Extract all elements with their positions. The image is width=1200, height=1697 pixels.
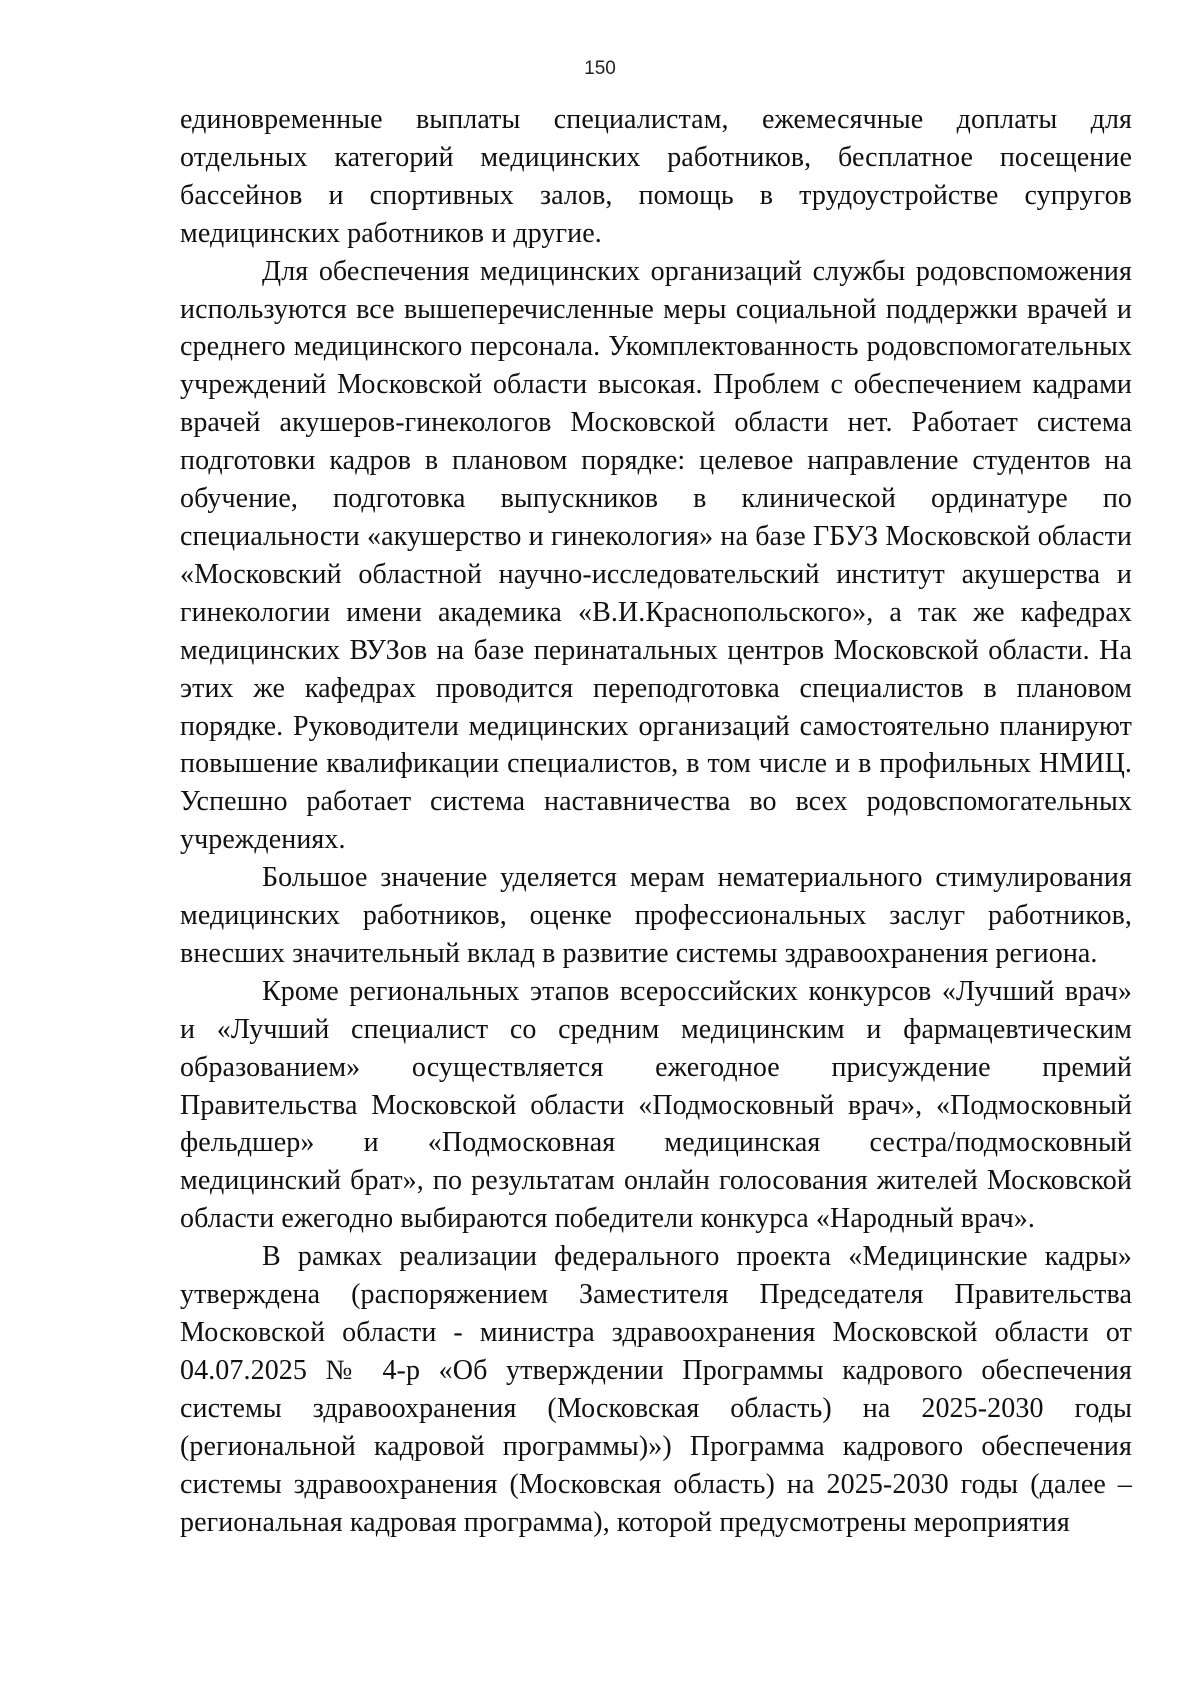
paragraph-contests-awards: Кроме региональных этапов всероссийских конкурсов «Лучший врач» и «Лучший специалист со средним медицинским и фармацевтическим образованием» осуществляется ежегодное присуждение премий Правительства Московской области «Подмосковный врач», «Подмосковный фельдшер» и «Подмосковная медицинская сестра/подмосковный медицинский брат», по результатам онлайн голосования жителей Московской области ежегодно выбираются победители конкурса «Народный врач». — [180, 975, 1132, 1235]
body-text — [180, 101, 1132, 1541]
paragraph-staffing-program: В рамках реализации федерального проекта «Медицинские кадры» утверждена (распоряжением Заместителя Председателя Правительства Московской области - министра здравоохранения Московской области от 04.07.2025 № 4-р «Об утверждении Программы кадрового обеспечения системы здравоохранения (Московская область) на 2025-2030 годы (региональной кадровой программы)») Программа кадрового обеспечения системы здравоохранения (Московская область) на 2025-2030 годы (далее – региональная кадровая программа), которой предусмотрены мероприятия — [180, 1241, 1132, 1538]
paragraph-maternity-staffing: Для обеспечения медицинских организаций службы родовспоможения используются все вышеперечисленные меры социальной поддержки врачей и среднего медицинского персонала. Укомплектованность родовспомогательных учреждений Московской области высокая. Проблем с обеспечением кадрами врачей акушеров-гинекологов Московской области нет. Работает система подготовки кадров в плановом порядке: целевое направление студентов на обучение, подготовка выпускников в клинической ординатуре по специальности «акушерство и гинекология» на базе ГБУЗ Московской области «Московский областной научно-исследовательский институт акушерства и гинекологии имени академика «В.И.Краснопольского», а так же кафедрах медицинских ВУЗов на базе перинатальных центров Московской области. На этих же кафедрах проводится переподготовка специалистов в плановом порядке. Руководители медицинских организаций самостоятельно планируют повышение квалификации специалистов, в том числе и в профильных НМИЦ. Успешно работает система наставничества во всех родовспомогательных учреждениях. — [180, 255, 1132, 856]
paragraph-continuation: единовременные выплаты специалистам, ежемесячные доплаты для отдельных категорий медицинских работников, бесплатное посещение бассейнов и спортивных залов, помощь в трудоустройстве супругов медицинских работников и другие. — [180, 104, 1132, 249]
page-number: 150 — [584, 58, 616, 79]
paragraph-non-material-incentives: Большое значение уделяется мерам нематериального стимулирования медицинских работников, оценке профессиональных заслуг работников, внесших значительный вклад в развитие системы здравоохранения региона. — [180, 862, 1132, 969]
